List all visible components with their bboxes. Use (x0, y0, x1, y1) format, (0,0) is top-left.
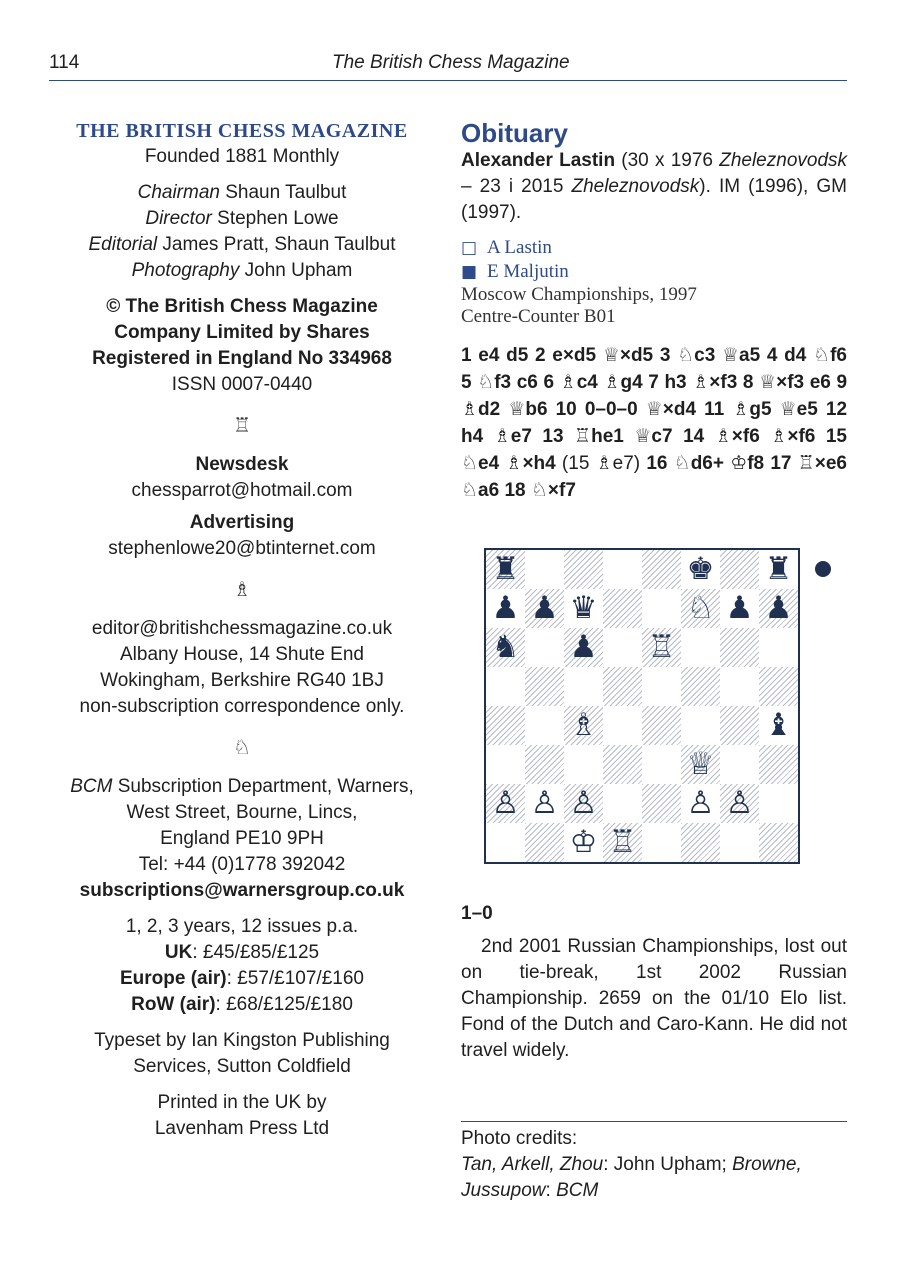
white-player: A Lastin (487, 237, 552, 258)
piece-black-b7: ♟ (530, 590, 559, 626)
deathplace: Zheleznovodsk (571, 176, 700, 197)
black-player: E Maljutin (487, 261, 569, 282)
obituary-bio: 2nd 2001 Russian Championships, lost out on tie-break, 1st 2002 Russian Championship. 2659 on the 01/10 Elo list. Fond of the Dutch and Caro-Kann. He did not travel widely. (461, 936, 847, 1061)
square-e7 (642, 589, 681, 628)
move-text: ×f6 15 (787, 426, 847, 447)
chess-board (484, 548, 800, 864)
copyright-line: Registered in England No 334968 (92, 348, 392, 369)
obituary-lead (461, 148, 847, 226)
credits-names: Browne, Jussupow (461, 1154, 802, 1201)
rates-block (52, 914, 432, 1018)
address-line: Albany House, 14 Shute End (119, 644, 364, 665)
bishop-ornament-icon: ♗ (233, 577, 251, 601)
knight-figurine-icon: ♘ (477, 371, 495, 393)
staff-name: Stephen Lowe (217, 208, 339, 229)
move-text: f8 17 (747, 453, 798, 474)
square-e5 (642, 667, 681, 706)
obituary-column (461, 118, 847, 504)
piece-white-f3: ♕ (686, 746, 715, 782)
queen-figurine-icon: ♕ (759, 371, 777, 393)
move-text: ×f3 8 (709, 372, 760, 393)
square-d5 (603, 667, 642, 706)
piece-black-c7: ♛ (569, 590, 598, 626)
square-h5 (759, 667, 798, 706)
subs-dept-line (52, 774, 432, 800)
address-line: Wokingham, Berkshire RG40 1BJ (100, 670, 384, 691)
typeset-line: Services, Sutton Coldfield (133, 1056, 351, 1077)
credits-divider (461, 1121, 847, 1122)
staff-role: Director (145, 208, 212, 229)
knight-figurine-icon: ♘ (530, 479, 548, 501)
obituary-heading: Obituary (461, 118, 568, 148)
staff-line (52, 180, 432, 206)
square-b3 (525, 745, 564, 784)
move-text: c4 (576, 372, 604, 393)
staff-role: Editorial (88, 234, 158, 255)
queen-figurine-icon: ♕ (634, 425, 652, 447)
black-player-line (461, 260, 847, 284)
move-text: ×h4 (522, 453, 562, 474)
rate-prices: : £45/£85/£125 (192, 942, 320, 963)
bishop-figurine-icon: ♗ (559, 371, 577, 393)
life-text: (30 x 1976 (615, 150, 720, 171)
event: Moscow Championships, 1997 (461, 284, 697, 305)
subs-phone: Tel: +44 (0)1778 392042 (138, 854, 346, 875)
square-a1 (486, 823, 525, 862)
staff-role: Chairman (137, 182, 220, 203)
square-e4 (642, 706, 681, 745)
square-g1 (720, 823, 759, 862)
bishop-figurine-icon: ♗ (505, 452, 523, 474)
piece-white-a2: ♙ (491, 785, 520, 821)
queen-figurine-icon: ♕ (645, 398, 663, 420)
queen-figurine-icon: ♕ (508, 398, 526, 420)
move-text: 1 e4 d5 2 e×d5 (461, 345, 603, 366)
piece-black-f8: ♚ (686, 551, 715, 587)
square-g4 (720, 706, 759, 745)
running-title: The British Chess Magazine (332, 52, 570, 73)
square-h2 (759, 784, 798, 823)
rate-region: Europe (air) (120, 968, 227, 989)
square-b8 (525, 550, 564, 589)
square-d7 (603, 589, 642, 628)
move-text: b6 10 0–0–0 (525, 399, 646, 420)
obituary-name: Alexander Lastin (461, 150, 616, 171)
knight-figurine-icon: ♘ (673, 452, 691, 474)
square-f1 (681, 823, 720, 862)
square-h3 (759, 745, 798, 784)
square-e3 (642, 745, 681, 784)
square-a5 (486, 667, 525, 706)
credits-source: BCM (556, 1180, 599, 1201)
bishop-figurine-icon: ♗ (595, 452, 613, 474)
move-text: 16 (646, 453, 674, 474)
move-text: e5 12 h4 (461, 399, 848, 447)
staff-name: James Pratt, Shaun Taulbut (162, 234, 396, 255)
move-text: c3 (694, 345, 722, 366)
move-text: e7) (612, 453, 647, 474)
credits-source: : John Upham; (603, 1154, 733, 1175)
square-b5 (525, 667, 564, 706)
square-g5 (720, 667, 759, 706)
rate-prices: : £57/£107/£160 (226, 968, 364, 989)
subs-address-line: West Street, Bourne, Lincs, (126, 802, 358, 823)
piece-black-a7: ♟ (491, 590, 520, 626)
square-c5 (564, 667, 603, 706)
typeset-block (52, 1028, 432, 1080)
bishop-figurine-icon: ♗ (714, 425, 732, 447)
piece-black-h4: ♝ (764, 707, 793, 743)
players (461, 236, 847, 284)
square-h1 (759, 823, 798, 862)
piece-white-c4: ♗ (569, 707, 598, 743)
square-g8 (720, 550, 759, 589)
piece-white-f2: ♙ (686, 785, 715, 821)
move-text: he1 (591, 426, 635, 447)
birthplace: Zheleznovodsk (719, 150, 848, 171)
move-text: a6 18 (478, 480, 531, 501)
square-b6 (525, 628, 564, 667)
queen-figurine-icon: ♕ (602, 344, 620, 366)
newsdesk-label: Newsdesk (195, 454, 289, 475)
rook-ornament-icon: ♖ (233, 413, 251, 437)
rate-line (52, 992, 432, 1018)
staff-line (52, 258, 432, 284)
king-figurine-icon: ♔ (730, 452, 748, 474)
move-text: ×d5 3 (619, 345, 678, 366)
black-square-icon: ■ (461, 262, 478, 282)
piece-black-g7: ♟ (725, 590, 754, 626)
bishop-figurine-icon: ♗ (461, 398, 479, 420)
queen-figurine-icon: ♕ (779, 398, 797, 420)
game-result: 1–0 (461, 903, 493, 924)
bishop-figurine-icon: ♗ (692, 371, 710, 393)
square-e8 (642, 550, 681, 589)
subs-dept-text: Subscription Department, Warners, (112, 776, 414, 797)
copyright-line: Company Limited by Shares (114, 322, 370, 343)
knight-figurine-icon: ♘ (677, 344, 695, 366)
piece-white-e6: ♖ (647, 629, 676, 665)
move-text: ×e6 (814, 453, 847, 474)
queen-figurine-icon: ♕ (722, 344, 740, 366)
photo-credits (461, 1126, 847, 1204)
newsdesk-email[interactable]: chessparrot@hotmail.com (131, 480, 353, 501)
rate-prices: : £68/£125/£180 (215, 994, 353, 1015)
staff-list (52, 180, 432, 284)
piece-white-c2: ♙ (569, 785, 598, 821)
move-text: f3 c6 6 (494, 372, 560, 393)
staff-line (52, 206, 432, 232)
move-text: a5 4 d4 (739, 345, 814, 366)
square-f4 (681, 706, 720, 745)
square-f6 (681, 628, 720, 667)
square-c3 (564, 745, 603, 784)
move-text: g5 (749, 399, 780, 420)
typeset-line: Typeset by Ian Kingston Publishing (94, 1030, 390, 1051)
copyright-line: © The British Chess Magazine (106, 296, 378, 317)
copyright-block (52, 294, 432, 372)
credits-label: Photo credits: (461, 1128, 578, 1149)
square-a4 (486, 706, 525, 745)
move-text: g4 7 h3 (620, 372, 693, 393)
staff-role: Photography (131, 260, 240, 281)
staff-name: John Upham (244, 260, 353, 281)
square-d4 (603, 706, 642, 745)
move-text: d6+ (690, 453, 731, 474)
square-a3 (486, 745, 525, 784)
bishop-figurine-icon: ♗ (603, 371, 621, 393)
move-text: ×f6 (731, 426, 771, 447)
knight-figurine-icon: ♘ (461, 479, 479, 501)
move-text: f6 5 (461, 345, 847, 393)
piece-white-f7: ♘ (686, 590, 715, 626)
white-square-icon: □ (461, 238, 478, 258)
piece-black-a6: ♞ (491, 629, 520, 665)
subs-email[interactable]: subscriptions@warnersgroup.co.uk (79, 880, 405, 901)
advertising-email[interactable]: stephenlowe20@btinternet.com (108, 538, 376, 559)
life-text: – 23 i 2015 (461, 176, 572, 197)
knight-figurine-icon: ♘ (461, 452, 479, 474)
page-number: 114 (49, 52, 80, 73)
rook-figurine-icon: ♖ (574, 425, 592, 447)
piece-black-h7: ♟ (764, 590, 793, 626)
printed-block (52, 1090, 432, 1142)
move-text: ×f3 e6 9 (776, 372, 848, 393)
opening: Centre-Counter B01 (461, 306, 616, 327)
square-d6 (603, 628, 642, 667)
square-d2 (603, 784, 642, 823)
running-header (49, 44, 847, 81)
piece-black-c6: ♟ (569, 629, 598, 665)
editor-email[interactable]: editor@britishchessmagazine.co.uk (91, 618, 393, 639)
square-e1 (642, 823, 681, 862)
square-f5 (681, 667, 720, 706)
move-text: ×d4 11 (662, 399, 733, 420)
rate-region: RoW (air) (131, 994, 216, 1015)
piece-white-b2: ♙ (530, 785, 559, 821)
rate-line (52, 966, 432, 992)
piece-black-a8: ♜ (491, 551, 520, 587)
piece-white-d1: ♖ (608, 824, 637, 860)
staff-name: Shaun Taulbut (225, 182, 347, 203)
square-h6 (759, 628, 798, 667)
square-b4 (525, 706, 564, 745)
piece-white-c1: ♔ (569, 824, 598, 860)
address-note: non-subscription correspondence only. (79, 696, 405, 717)
subs-address-line: England PE10 9PH (160, 828, 324, 849)
knight-ornament-icon: ♘ (233, 735, 251, 759)
move-text: ×f7 (547, 480, 576, 501)
square-d3 (603, 745, 642, 784)
square-e2 (642, 784, 681, 823)
move-text: (15 (561, 453, 596, 474)
rates-intro: 1, 2, 3 years, 12 issues p.a. (125, 916, 359, 937)
square-c8 (564, 550, 603, 589)
square-g6 (720, 628, 759, 667)
printed-line: Printed in the UK by (157, 1092, 327, 1113)
square-b1 (525, 823, 564, 862)
issn: ISSN 0007-0440 (171, 374, 313, 395)
founded-line: Founded 1881 Monthly (144, 146, 340, 167)
white-to-move-indicator-icon (815, 561, 831, 577)
knight-figurine-icon: ♘ (813, 344, 831, 366)
move-text: c7 14 (651, 426, 715, 447)
piece-white-g2: ♙ (725, 785, 754, 821)
masthead-column (52, 118, 432, 1142)
credits-text (461, 1152, 847, 1204)
move-text: d2 (478, 399, 509, 420)
move-text: e4 (478, 453, 506, 474)
square-g3 (720, 745, 759, 784)
life-text: ). IM (1996), GM (1997). (461, 176, 847, 223)
rook-figurine-icon: ♖ (797, 452, 815, 474)
subs-dept-abbrev: BCM (70, 776, 113, 797)
staff-line (52, 232, 432, 258)
masthead-title: THE BRITISH CHESS MAGAZINE (76, 120, 408, 142)
move-text: e7 13 (510, 426, 575, 447)
rate-region: UK (164, 942, 193, 963)
rate-line (52, 940, 432, 966)
piece-black-h8: ♜ (764, 551, 793, 587)
credits-sep: : (545, 1180, 557, 1201)
square-d8 (603, 550, 642, 589)
bishop-figurine-icon: ♗ (770, 425, 788, 447)
advertising-label: Advertising (189, 512, 295, 533)
bishop-figurine-icon: ♗ (493, 425, 511, 447)
bishop-figurine-icon: ♗ (732, 398, 750, 420)
credits-names: Tan, Arkell, Zhou (461, 1154, 604, 1175)
printed-line: Lavenham Press Ltd (154, 1118, 330, 1139)
white-player-line (461, 236, 847, 260)
game-moves (461, 342, 847, 504)
